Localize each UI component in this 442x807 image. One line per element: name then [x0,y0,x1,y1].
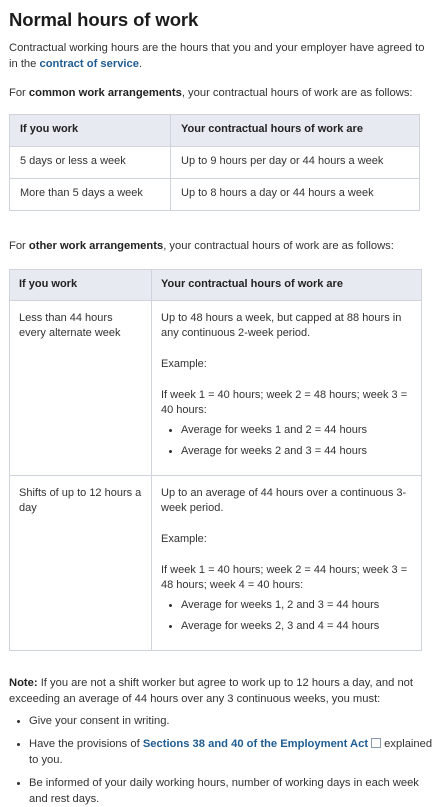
list-item: • Average for weeks 1, 2 and 3 = 44 hours [181,598,412,613]
cell-description: Up to an average of 44 hours over a continuous 3-week period. [161,487,407,514]
example-label: Example: [161,358,207,370]
common-text-before: For [9,87,29,99]
table-cell: Up to 8 hours a day or 44 hours a week [171,179,420,211]
table-cell: 5 days or less a week [10,147,171,179]
example-label: Example: [161,533,207,545]
note-requirements-list [9,713,434,807]
other-hours-table [9,269,422,651]
column-header: Your contractual hours of work are [171,115,420,147]
table-cell: Up to 9 hours per day or 44 hours a week [171,147,420,179]
employment-act-link[interactable]: Sections 38 and 40 of the Employment Act [142,738,369,750]
example-text: If week 1 = 40 hours; week 2 = 44 hours; week 3 = 48 hours; week 4 = 40 hours: [161,564,408,591]
common-arrangements-paragraph [9,85,434,101]
list-item-text: explained to you. [29,738,433,766]
other-text-after: , your contractual hours of work are as follows: [163,240,394,252]
contract-of-service-link[interactable]: contract of service [39,58,139,70]
table-cell [152,301,422,476]
example-bullet-list [161,423,412,459]
list-item [29,736,434,768]
column-header: If you work [10,115,171,147]
table-header-row [10,115,420,147]
list-item: • Average for weeks 2, 3 and 4 = 44 hours [181,619,412,634]
table-cell: Less than 44 hours every alternate week [10,301,152,476]
external-link-icon [371,738,381,748]
intro-paragraph [9,40,434,72]
table-row [10,476,422,651]
intro-text: Contractual working hours are the hours that you and your employer have agreed to in the [9,42,425,70]
table-row [10,179,420,211]
other-text-before: For [9,240,29,252]
column-header: Your contractual hours of work are [152,270,422,301]
list-item: • Be informed of your daily working hours, number of working days in each week and rest days. [29,775,434,807]
list-item-text: Have the provisions of [29,738,143,750]
example-text: If week 1 = 40 hours; week 2 = 48 hours; week 3 = 40 hours: [161,389,408,416]
column-header: If you work [10,270,152,301]
page-title: Normal hours of work [9,9,199,30]
intro-period: . [138,58,143,70]
cell-description: Up to 48 hours a week, but capped at 88 hours in any continuous 2-week period. [161,312,402,339]
table-cell: More than 5 days a week [10,179,171,211]
note-paragraph [9,675,434,707]
table-cell: Shifts of up to 12 hours a day [10,476,152,651]
list-item: • Give your consent in writing. [29,713,434,729]
example-bullet-list [161,598,412,634]
list-item: • Average for weeks 2 and 3 = 44 hours [181,444,412,459]
other-bold: other work arrangements [28,240,164,252]
common-bold: common work arrangements [28,87,182,99]
common-hours-table [9,114,420,211]
other-arrangements-paragraph [9,238,434,254]
table-cell [152,476,422,651]
common-text-after: , your contractual hours of work are as follows: [181,87,413,99]
note-text: If you are not a shift worker but agree to work up to 12 hours a day, and not exceeding an average of 44 hours over any 3 continuous weeks, you must: [9,677,414,705]
table-row [10,301,422,476]
note-label: Note: [9,677,38,689]
table-header-row [10,270,422,301]
list-item: • Average for weeks 1 and 2 = 44 hours [181,423,412,438]
table-row [10,147,420,179]
